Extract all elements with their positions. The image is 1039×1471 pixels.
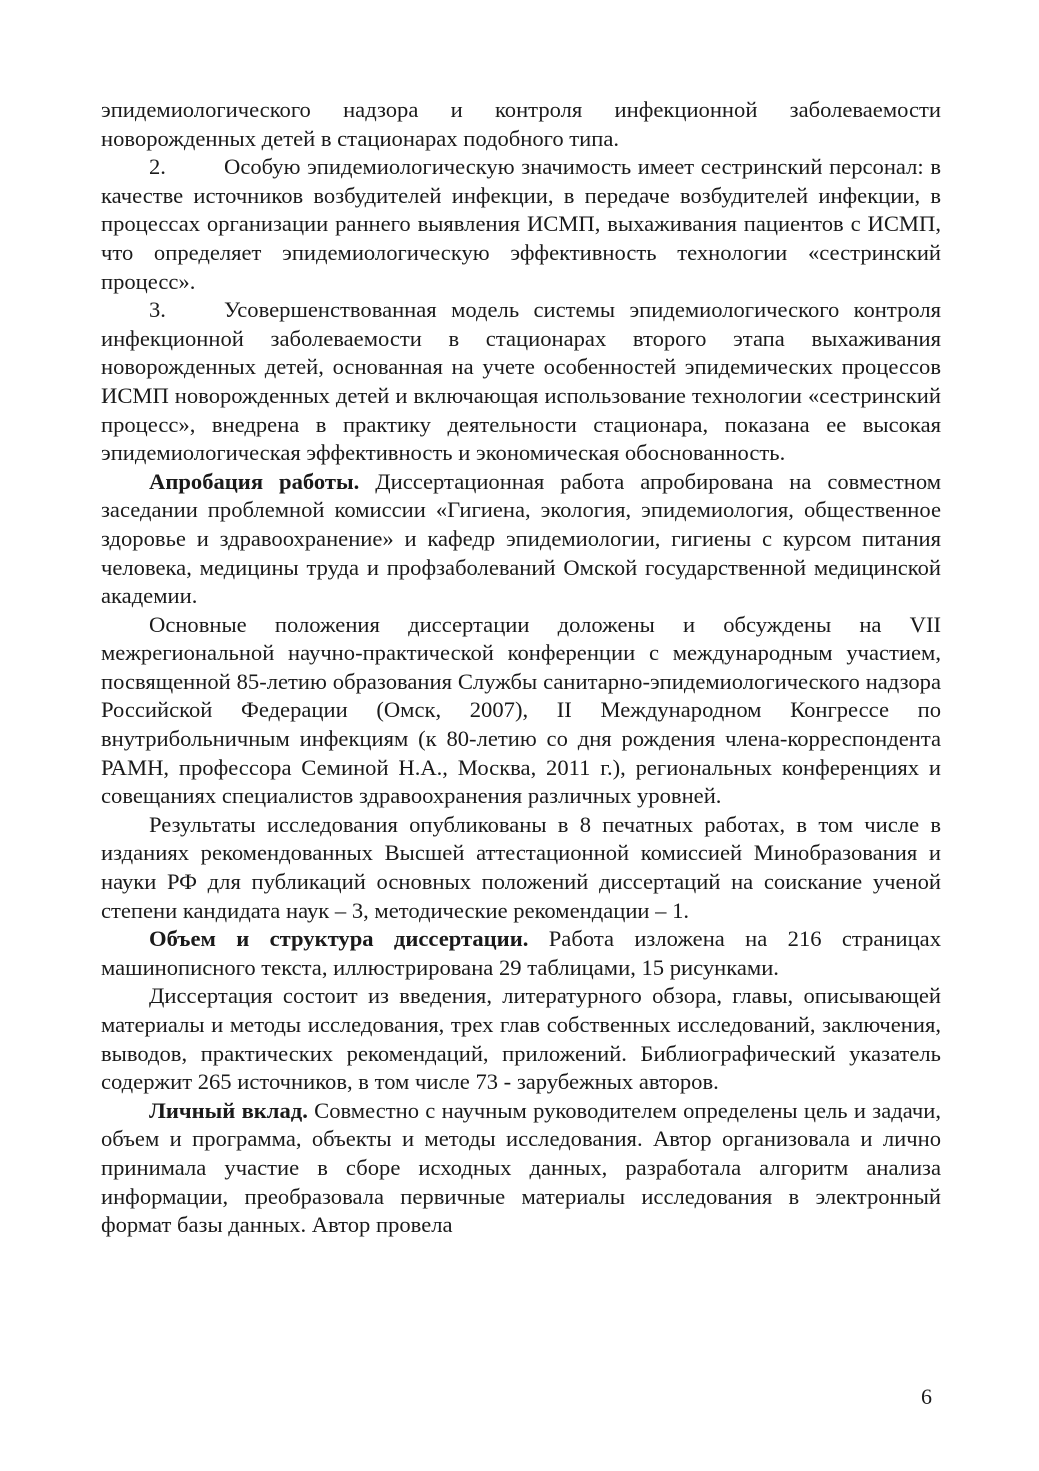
section-heading-contribution: Личный вклад.	[149, 1097, 308, 1123]
paragraph-text: эпидемиологического надзора и контроля инфекционной заболеваемости новорожденных детей в стационарах подобного типа.	[101, 97, 941, 151]
list-number: 3.	[149, 297, 166, 323]
paragraph-text: Усовершенствованная модель системы эпидемиологического контроля инфекционной заболеваемости в стационарах второго этапа выхаживания новорожденных детей, основанная на учете особенностей эпидемических процессов ИСМП новорожденных детей и включающая использование технологии «сестринский процесс», внедрена в практику деятельности стационара, показана ее высокая эпидемиологическая эффективность и экономическая обоснованность.	[101, 297, 941, 466]
paragraph-composition	[101, 982, 941, 1096]
paragraph-item-3	[101, 296, 941, 468]
paragraph-text: Работа изложена на 216 страницах машинописного текста, иллюстрирована 29 таблицами, 15 рисунками.	[101, 926, 941, 980]
paragraph-item-2	[101, 153, 941, 296]
paragraph-text: Диссертация состоит из введения, литературного обзора, главы, описывающей материалы и методы исследования, трех глав собственных исследований, заключения, выводов, практических рекомендаций, приложений. Библиографический указатель содержит 265 источников, в том числе 73 - зарубежных авторов.	[101, 983, 941, 1095]
paragraph-text: Основные положения диссертации доложены и обсуждены на VII межрегиональной научно-практической конференции с международным участием, посвященной 85-летию образования Службы санитарно-эпидемиологического надзора Российской Федерации (Омск, 2007), II Международном Конгрессе по внутрибольничным инфекциям (к 80-летию со дня рождения члена-корреспондента РАМН, профессора Семиной Н.А., Москва, 2011 г.), региональных конференциях и совещаниях специалистов здравоохранения различных уровней.	[101, 611, 941, 809]
paragraph-approbation	[101, 468, 941, 611]
list-number: 2.	[149, 154, 166, 180]
section-heading-approbation: Апробация работы.	[149, 468, 360, 494]
page-number: 6	[921, 1384, 932, 1409]
paragraph-conferences	[101, 611, 941, 811]
paragraph-contribution	[101, 1097, 941, 1240]
paragraph-continuation	[101, 96, 941, 153]
document-page	[101, 96, 941, 1240]
paragraph-structure	[101, 925, 941, 982]
paragraph-text: Диссертационная работа апробирована на совместном заседании проблемной комиссии «Гигиена, экология, эпидемиология, общественное здоровье и здравоохранение» и кафедр эпидемиологии, гигиены с курсом питания человека, медицины труда и профзаболеваний Омской государственной медицинской академии.	[101, 468, 941, 609]
section-heading-structure: Объем и структура диссертации.	[149, 926, 529, 952]
paragraph-text: Особую эпидемиологическую значимость имеет сестринский персонал: в качестве источников возбудителей инфекции, в передаче возбудителей инфекции, в процессах организации раннего выявления ИСМП, выхаживания пациентов с ИСМП, что определяет эпидемиологическую эффективность технологии «сестринский процесс».	[101, 154, 941, 294]
paragraph-text: Результаты исследования опубликованы в 8 печатных работах, в том числе в изданиях рекомендованных Высшей аттестационной комиссией Минобразования и науки РФ для публикаций основных положений диссертаций на соискание ученой степени кандидата наук – 3, методические рекомендации – 1.	[101, 811, 941, 923]
paragraph-publications	[101, 811, 941, 925]
paragraph-text: Совместно с научным руководителем определены цель и задачи, объем и программа, объекты и методы исследования. Автор организовала и лично принимала участие в сборе исходных данных, разработала алгоритм анализа информации, преобразовала первичные материалы исследования в электронный формат базы данных. Автор провела	[101, 1097, 941, 1238]
